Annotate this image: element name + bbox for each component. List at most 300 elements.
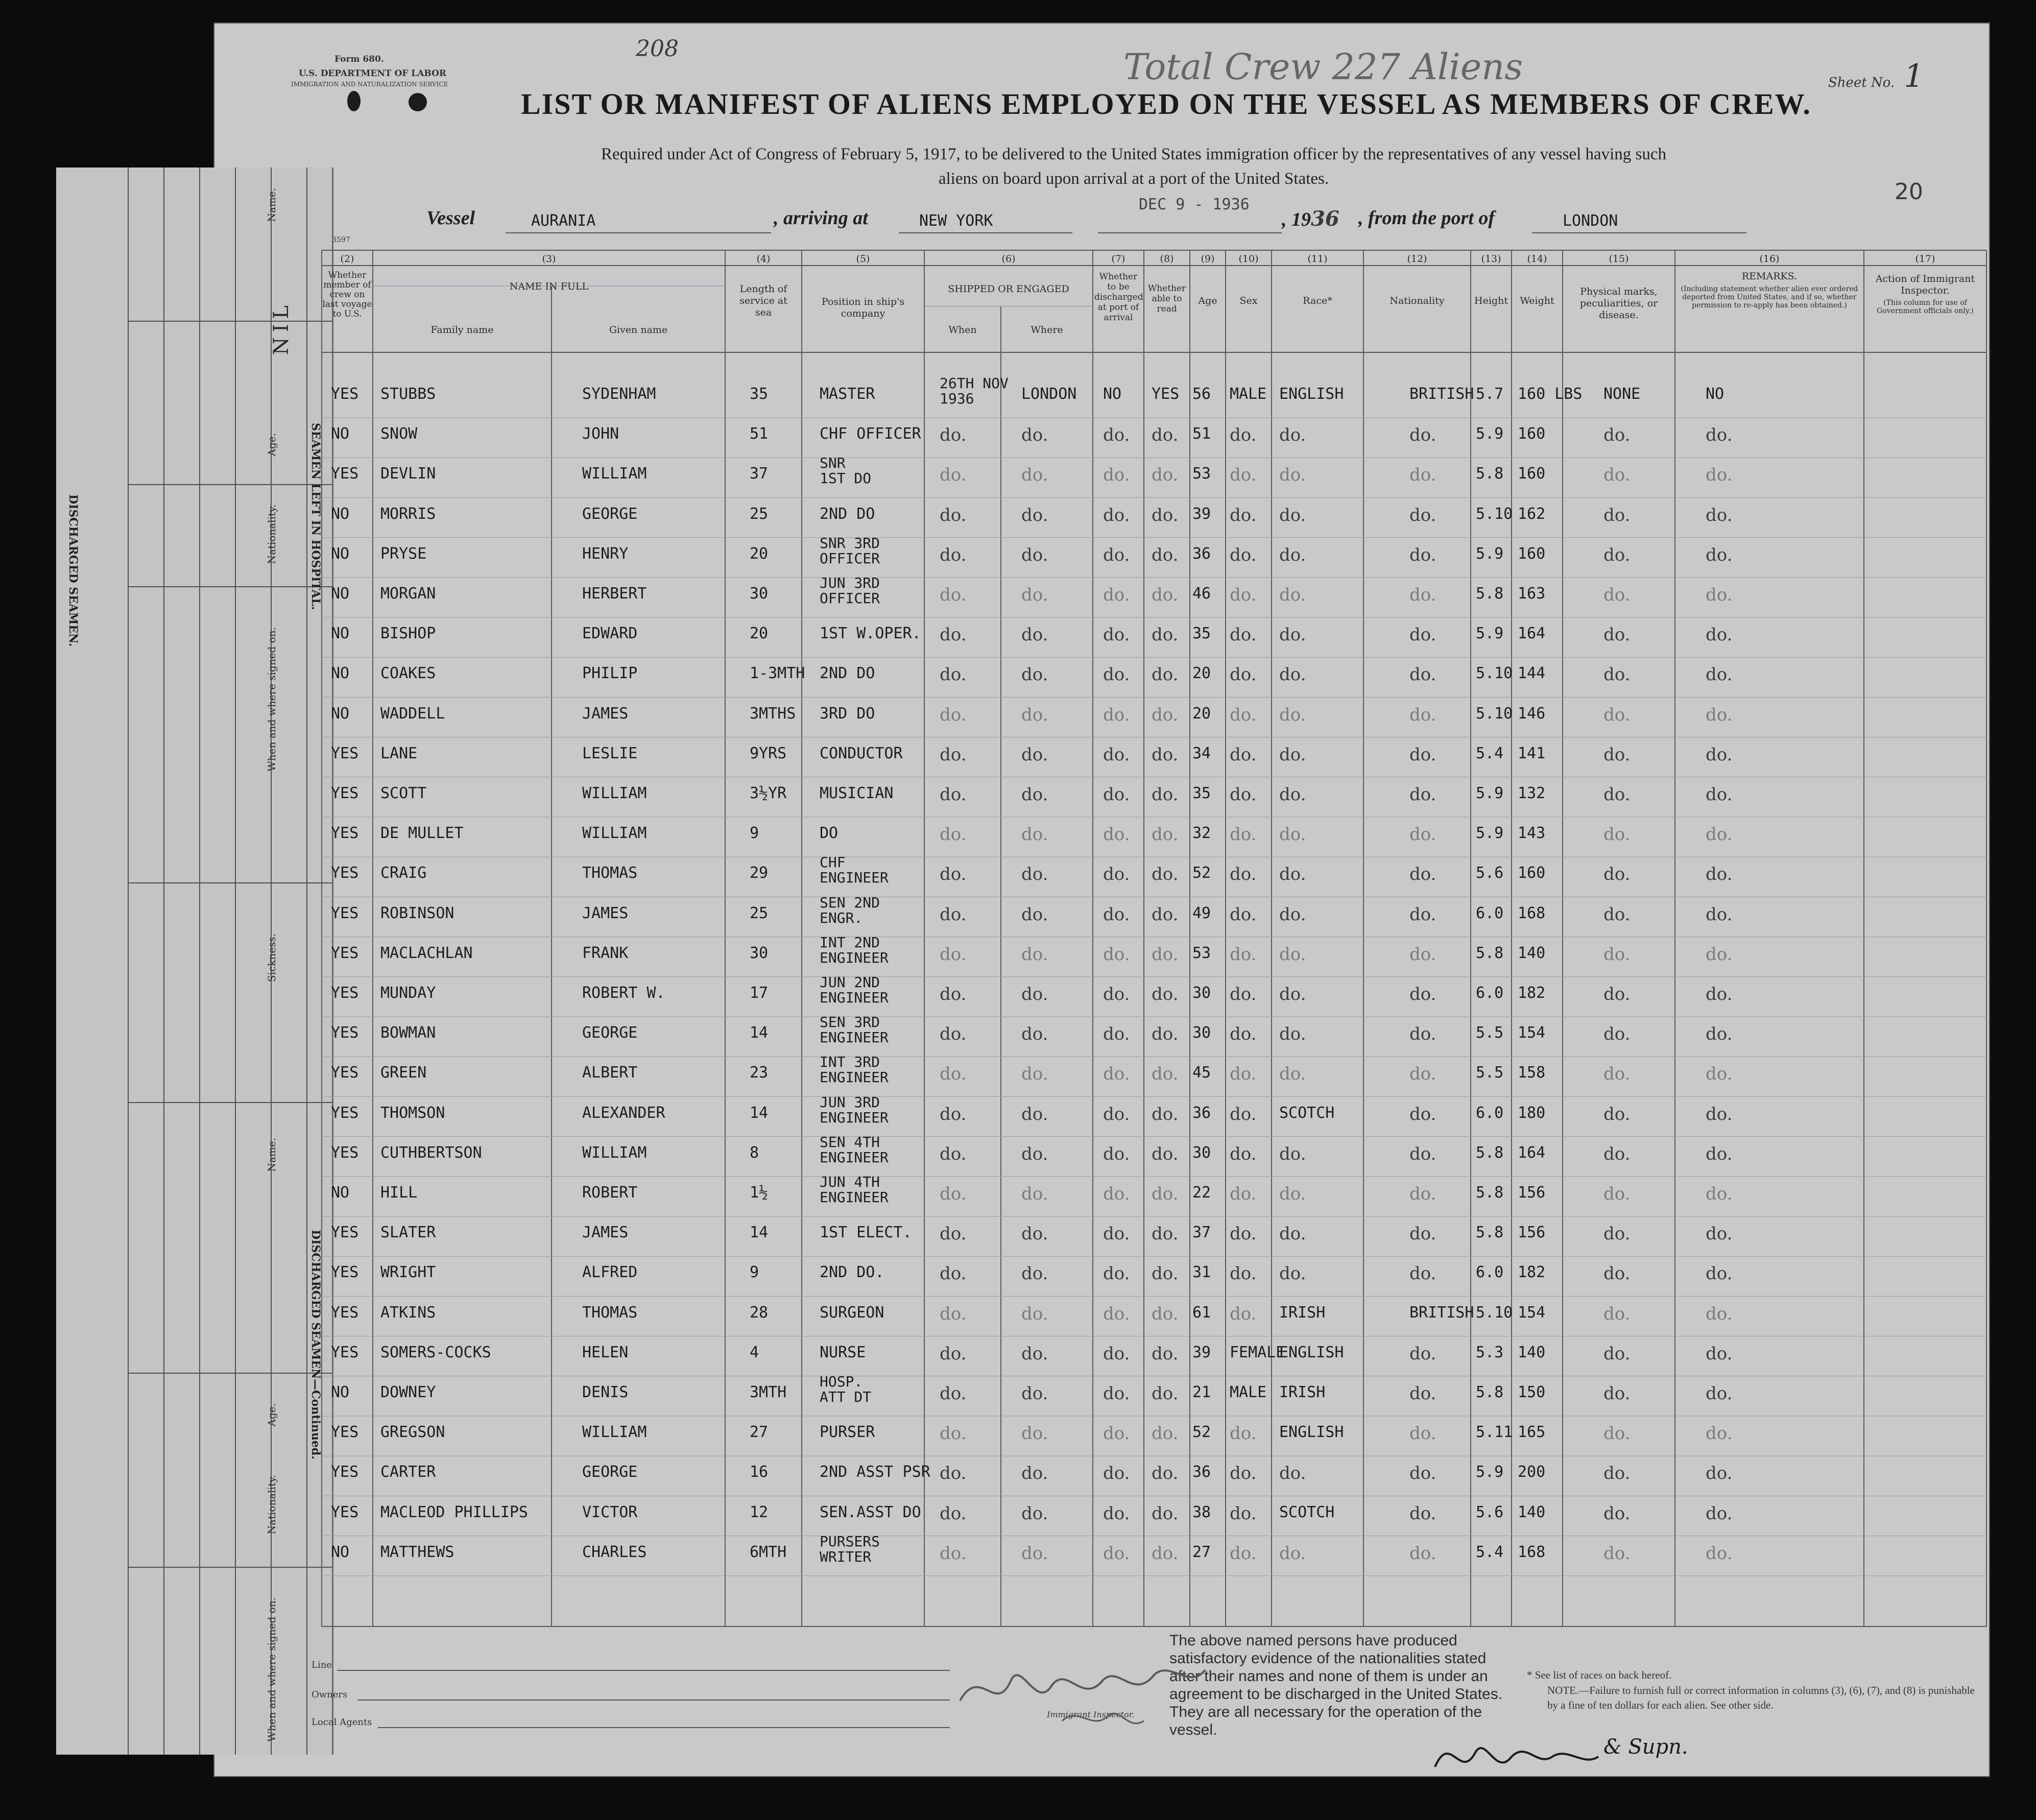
row-shipped-when: do. <box>940 784 967 805</box>
row-able-to-read: do. <box>1152 465 1179 486</box>
year-label: , 1936 <box>1282 207 1339 231</box>
row-length-of-service: 3MTH <box>750 1383 787 1401</box>
table-row <box>0 574 2036 617</box>
row-remarks: do. <box>1706 625 1733 645</box>
row-sex: do. <box>1230 904 1257 925</box>
discharged-continued-title: DISCHARGED SEAMEN—Continued. <box>309 1230 322 1459</box>
row-given-name: LESLIE <box>582 744 638 762</box>
row-age: 52 <box>1192 864 1211 882</box>
row-position: MUSICIAN <box>820 784 894 802</box>
row-height: 6.0 <box>1476 984 1504 1002</box>
row-position: DO <box>820 824 839 843</box>
row-last-voyage: NO <box>331 505 350 523</box>
row-family-name: MORRIS <box>380 505 436 523</box>
col-num-3: (3) <box>542 253 556 265</box>
row-remarks: do. <box>1706 664 1733 685</box>
header-able-to-read: Whether able to read <box>1147 283 1186 314</box>
row-physical-marks: do. <box>1603 904 1631 925</box>
row-height: 6.0 <box>1476 904 1504 922</box>
row-shipped-when: do. <box>940 1024 967 1045</box>
row-shipped-when: do. <box>940 1303 967 1324</box>
header-nationality: Nationality <box>1390 295 1445 306</box>
row-shipped-where: do. <box>1021 1104 1048 1124</box>
row-remarks: do. <box>1706 1383 1733 1404</box>
row-length-of-service: 12 <box>750 1503 769 1521</box>
row-shipped-when: do. <box>940 1104 967 1124</box>
row-shipped-where: do. <box>1021 1343 1048 1364</box>
row-family-name: CARTER <box>380 1463 436 1481</box>
row-shipped-where: do. <box>1021 1184 1048 1204</box>
row-position: JUN 4TH ENGINEER <box>820 1174 889 1206</box>
row-given-name: EDWARD <box>582 625 638 643</box>
row-shipped-when: do. <box>940 425 967 446</box>
col-num-17: (17) <box>1915 253 1935 265</box>
side-label-age: Age. <box>266 433 278 457</box>
row-race: do. <box>1279 1543 1306 1564</box>
row-length-of-service: 29 <box>750 864 769 882</box>
header-shipped-engaged: SHIPPED OR ENGAGED <box>948 283 1069 295</box>
row-last-voyage: YES <box>331 385 359 403</box>
row-shipped-where: do. <box>1021 1024 1048 1045</box>
row-able-to-read: do. <box>1152 1383 1179 1404</box>
col-num-7: (7) <box>1111 253 1125 265</box>
row-sex: do. <box>1230 1303 1257 1324</box>
row-last-voyage: NO <box>331 544 350 563</box>
row-length-of-service: 1½ <box>750 1184 769 1202</box>
row-remarks: do. <box>1706 1184 1733 1204</box>
row-able-to-read: YES <box>1152 385 1180 403</box>
inspector-signature <box>950 1644 1215 1746</box>
row-family-name: WADDELL <box>380 704 445 723</box>
table-row <box>0 974 2036 1017</box>
row-shipped-when: do. <box>940 544 967 565</box>
row-weight: 144 <box>1518 664 1546 683</box>
row-weight: 160 <box>1518 425 1546 443</box>
row-given-name: PHILIP <box>582 664 638 683</box>
row-remarks: do. <box>1706 425 1733 446</box>
row-shipped-when: do. <box>940 1064 967 1085</box>
row-length-of-service: 23 <box>750 1064 769 1082</box>
row-able-to-read: do. <box>1152 1263 1179 1284</box>
row-able-to-read: do. <box>1152 864 1179 885</box>
row-nationality: do. <box>1409 664 1436 685</box>
row-length-of-service: 20 <box>750 544 769 563</box>
row-discharged: do. <box>1103 904 1130 925</box>
row-age: 30 <box>1192 1024 1211 1042</box>
row-able-to-read: do. <box>1152 744 1179 765</box>
row-length-of-service: 25 <box>750 505 769 523</box>
arriving-port: NEW YORK <box>919 212 993 230</box>
row-shipped-where: do. <box>1021 1543 1048 1564</box>
row-physical-marks: do. <box>1603 585 1631 605</box>
row-last-voyage: YES <box>331 1303 359 1322</box>
row-last-voyage: YES <box>331 1263 359 1282</box>
row-able-to-read: do. <box>1152 1303 1179 1324</box>
row-family-name: SNOW <box>380 425 418 443</box>
row-shipped-when: do. <box>940 1503 967 1524</box>
row-sex: do. <box>1230 1104 1257 1124</box>
row-age: 53 <box>1192 944 1211 962</box>
row-weight: 140 <box>1518 1343 1546 1361</box>
row-sex: do. <box>1230 465 1257 486</box>
row-length-of-service: 51 <box>750 425 769 443</box>
row-physical-marks: do. <box>1603 784 1631 805</box>
row-given-name: ROBERT W. <box>582 984 665 1002</box>
row-length-of-service: 16 <box>750 1463 769 1481</box>
row-shipped-where: do. <box>1021 465 1048 486</box>
row-race: IRISH <box>1279 1383 1326 1401</box>
row-able-to-read: do. <box>1152 1503 1179 1524</box>
row-height: 5.5 <box>1476 1064 1504 1082</box>
row-remarks: do. <box>1706 1543 1733 1564</box>
row-length-of-service: 8 <box>750 1143 759 1162</box>
discharged-seamen-title: DISCHARGED SEAMEN. <box>66 494 80 647</box>
row-family-name: SOMERS-COCKS <box>380 1343 491 1361</box>
col-num-16: (16) <box>1759 253 1780 265</box>
row-physical-marks: do. <box>1603 1064 1631 1085</box>
row-nationality: do. <box>1409 744 1436 765</box>
row-able-to-read: do. <box>1152 505 1179 525</box>
row-sex: do. <box>1230 1503 1257 1524</box>
table-row <box>0 617 2036 657</box>
row-nationality: do. <box>1409 625 1436 645</box>
row-remarks: do. <box>1706 1503 1733 1524</box>
row-sex: do. <box>1230 944 1257 965</box>
row-sex: do. <box>1230 425 1257 446</box>
row-physical-marks: do. <box>1603 1423 1631 1444</box>
row-able-to-read: do. <box>1152 1184 1179 1204</box>
row-age: 38 <box>1192 1503 1211 1521</box>
row-discharged: do. <box>1103 1343 1130 1364</box>
row-last-voyage: YES <box>331 1104 359 1122</box>
row-discharged: do. <box>1103 1543 1130 1564</box>
vessel-name: AURANIA <box>531 212 596 230</box>
row-nationality: do. <box>1409 1184 1436 1204</box>
table-row <box>0 1256 2036 1296</box>
row-shipped-when: 26TH NOV 1936 <box>940 375 1009 407</box>
row-shipped-when: do. <box>940 1143 967 1164</box>
row-physical-marks: do. <box>1603 425 1631 446</box>
row-remarks: do. <box>1706 465 1733 486</box>
row-race: do. <box>1279 505 1306 525</box>
row-position: JUN 3RD OFFICER <box>820 574 880 607</box>
row-last-voyage: YES <box>331 824 359 843</box>
row-shipped-when: do. <box>940 1463 967 1484</box>
row-position: 2ND DO. <box>820 1263 884 1282</box>
row-physical-marks: do. <box>1603 1224 1631 1244</box>
table-row <box>0 1014 2036 1057</box>
row-position: INT 2ND ENGINEER <box>820 933 889 966</box>
row-discharged: do. <box>1103 1463 1130 1484</box>
row-remarks: do. <box>1706 505 1733 525</box>
row-length-of-service: 35 <box>750 385 769 403</box>
row-height: 6.0 <box>1476 1263 1504 1282</box>
row-height: 5.3 <box>1476 1343 1504 1361</box>
table-row <box>0 1373 2036 1416</box>
row-height: 5.9 <box>1476 544 1504 563</box>
failure-note: NOTE.—Failure to furnish full or correct information in columns (3), (6), (7), and (8) is punishable by a fine of ten dollars for each alien. See other side. <box>1547 1684 1975 1711</box>
row-position: 2ND DO <box>820 664 875 683</box>
row-physical-marks: do. <box>1603 1184 1631 1204</box>
row-family-name: STUBBS <box>380 385 436 403</box>
col-num-2: (2) <box>340 253 354 265</box>
row-last-voyage: YES <box>331 465 359 483</box>
supervisor-signature <box>1430 1721 1716 1798</box>
row-given-name: THOMAS <box>582 864 638 882</box>
line-label: Line <box>312 1660 332 1670</box>
row-family-name: DOWNEY <box>380 1383 436 1401</box>
row-family-name: MUNDAY <box>380 984 436 1002</box>
row-given-name: GEORGE <box>582 1024 638 1042</box>
row-last-voyage: NO <box>331 425 350 443</box>
row-height: 5.8 <box>1476 1224 1504 1242</box>
row-nationality: do. <box>1409 1104 1436 1124</box>
row-physical-marks: do. <box>1603 1104 1631 1124</box>
row-age: 51 <box>1192 425 1211 443</box>
row-shipped-when: do. <box>940 984 967 1004</box>
row-last-voyage: YES <box>331 784 359 802</box>
row-physical-marks: do. <box>1603 984 1631 1004</box>
nil-mark: NIL <box>270 300 293 355</box>
row-position: 1ST W.OPER. <box>820 625 921 643</box>
row-given-name: JAMES <box>582 904 629 922</box>
row-discharged: do. <box>1103 1383 1130 1404</box>
row-given-name: WILLIAM <box>582 1423 647 1442</box>
row-remarks: do. <box>1706 1024 1733 1045</box>
table-row <box>0 1456 2036 1496</box>
manifest-subtitle: Required under Act of Congress of February 5, 1917, to be delivered to the United States immigration officer by the representatives of any vessel having such aliens on board upon arrival at a port of the United States. <box>601 145 1667 188</box>
row-discharged: do. <box>1103 704 1130 725</box>
row-race: do. <box>1279 465 1306 486</box>
row-able-to-read: do. <box>1152 904 1179 925</box>
row-sex: MALE <box>1230 1383 1267 1401</box>
row-family-name: MORGAN <box>380 585 436 603</box>
row-race: do. <box>1279 1143 1306 1164</box>
row-discharged: do. <box>1103 824 1130 845</box>
row-last-voyage: YES <box>331 1024 359 1042</box>
row-given-name: JAMES <box>582 704 629 723</box>
col-num-5: (5) <box>856 253 870 265</box>
row-position: INT 3RD ENGINEER <box>820 1053 889 1086</box>
row-nationality: do. <box>1409 585 1436 605</box>
row-able-to-read: do. <box>1152 585 1179 605</box>
row-weight: 156 <box>1518 1224 1546 1242</box>
row-shipped-when: do. <box>940 904 967 925</box>
table-row <box>0 777 2036 817</box>
row-weight: 160 <box>1518 544 1546 563</box>
row-sex: do. <box>1230 505 1257 525</box>
col-num-14: (14) <box>1527 253 1547 265</box>
row-family-name: SCOTT <box>380 784 427 802</box>
row-family-name: ROBINSON <box>380 904 454 922</box>
vessel-label: Vessel <box>426 207 475 229</box>
certification-text: The above named persons have produced satisfactory evidence of the nationalities stated after their names and none of them is under an agreement to be discharged in the United States. They are all necessary for the operation of the vessel. <box>1169 1632 1503 1738</box>
row-physical-marks: NONE <box>1603 385 1641 403</box>
row-age: 46 <box>1192 585 1211 603</box>
row-remarks: do. <box>1706 704 1733 725</box>
row-weight: 154 <box>1518 1303 1546 1322</box>
row-remarks: do. <box>1706 744 1733 765</box>
row-given-name: HERBERT <box>582 585 647 603</box>
row-remarks: do. <box>1706 1303 1733 1324</box>
crew-annotation: Total Crew 227 Aliens <box>1123 46 1523 88</box>
row-shipped-where: do. <box>1021 425 1048 446</box>
row-physical-marks: do. <box>1603 664 1631 685</box>
row-sex: MALE <box>1230 385 1267 403</box>
row-family-name: BOWMAN <box>380 1024 436 1042</box>
punch-hole-mark-2 <box>409 93 427 111</box>
row-nationality: do. <box>1409 1343 1436 1364</box>
table-row <box>0 817 2036 857</box>
row-weight: 160 <box>1518 465 1546 483</box>
row-length-of-service: 1-3MTH <box>750 664 805 683</box>
row-last-voyage: YES <box>331 1503 359 1521</box>
row-remarks: do. <box>1706 1224 1733 1244</box>
row-position: SEN 2ND ENGR. <box>820 894 880 926</box>
row-height: 5.9 <box>1476 425 1504 443</box>
row-remarks: do. <box>1706 544 1733 565</box>
row-sex: do. <box>1230 1463 1257 1484</box>
row-shipped-when: do. <box>940 1343 967 1364</box>
row-length-of-service: 25 <box>750 904 769 922</box>
row-age: 36 <box>1192 1463 1211 1481</box>
header-length-of-service: Length of service at sea <box>739 283 787 318</box>
row-position: SEN 4TH ENGINEER <box>820 1133 889 1166</box>
row-discharged: do. <box>1103 864 1130 885</box>
row-sex: FEMALE <box>1230 1343 1285 1361</box>
row-position: 1ST ELECT. <box>820 1224 912 1242</box>
row-able-to-read: do. <box>1152 984 1179 1004</box>
row-physical-marks: do. <box>1603 505 1631 525</box>
row-family-name: WRIGHT <box>380 1263 436 1282</box>
row-able-to-read: do. <box>1152 1423 1179 1444</box>
row-race: ENGLISH <box>1279 1423 1344 1442</box>
row-given-name: HELEN <box>582 1343 629 1361</box>
row-last-voyage: NO <box>331 664 350 683</box>
row-race: ENGLISH <box>1279 1343 1344 1361</box>
row-position: PURSERS WRITER <box>820 1532 880 1565</box>
row-length-of-service: 37 <box>750 465 769 483</box>
row-race: do. <box>1279 1064 1306 1085</box>
row-age: 36 <box>1192 1104 1211 1122</box>
row-physical-marks: do. <box>1603 1543 1631 1564</box>
row-last-voyage: NO <box>331 704 350 723</box>
row-length-of-service: 4 <box>750 1343 759 1361</box>
row-last-voyage: YES <box>331 1423 359 1442</box>
row-weight: 158 <box>1518 1064 1546 1082</box>
row-shipped-where: do. <box>1021 1463 1048 1484</box>
row-physical-marks: do. <box>1603 544 1631 565</box>
row-remarks: do. <box>1706 585 1733 605</box>
row-family-name: DE MULLET <box>380 824 464 843</box>
row-shipped-where: do. <box>1021 904 1048 925</box>
row-last-voyage: YES <box>331 1143 359 1162</box>
row-position: 2ND DO <box>820 505 875 523</box>
row-discharged: do. <box>1103 784 1130 805</box>
row-given-name: WILLIAM <box>582 465 647 483</box>
row-age: 32 <box>1192 824 1211 843</box>
agents-label: Local Agents <box>312 1717 372 1728</box>
row-sex: do. <box>1230 1064 1257 1085</box>
row-family-name: THOMSON <box>380 1104 445 1122</box>
row-sex: do. <box>1230 544 1257 565</box>
row-able-to-read: do. <box>1152 824 1179 845</box>
row-given-name: HENRY <box>582 544 629 563</box>
row-last-voyage: YES <box>331 1343 359 1361</box>
row-position: JUN 3RD ENGINEER <box>820 1093 889 1126</box>
header-race: Race* <box>1303 295 1332 306</box>
col-num-8: (8) <box>1160 253 1174 265</box>
row-last-voyage: NO <box>331 625 350 643</box>
side-label-sickness: Sickness. <box>266 933 278 983</box>
row-age: 20 <box>1192 704 1211 723</box>
row-length-of-service: 3MTHS <box>750 704 796 723</box>
table-row <box>0 1053 2036 1096</box>
row-last-voyage: NO <box>331 585 350 603</box>
row-age: 27 <box>1192 1543 1211 1561</box>
row-height: 5.8 <box>1476 1383 1504 1401</box>
row-weight: 156 <box>1518 1184 1546 1202</box>
header-age: Age <box>1198 295 1217 306</box>
row-given-name: THOMAS <box>582 1303 638 1322</box>
header-shipped-when: When <box>948 324 977 336</box>
row-race: SCOTCH <box>1279 1104 1335 1122</box>
row-sex: do. <box>1230 744 1257 765</box>
page-number: 20 <box>1895 179 1923 205</box>
row-sex: do. <box>1230 1224 1257 1244</box>
row-sex: do. <box>1230 585 1257 605</box>
row-age: 45 <box>1192 1064 1211 1082</box>
row-family-name: ATKINS <box>380 1303 436 1322</box>
col-num-15: (15) <box>1609 253 1629 265</box>
row-last-voyage: YES <box>331 904 359 922</box>
row-shipped-where: do. <box>1021 585 1048 605</box>
row-given-name: FRANK <box>582 944 629 962</box>
row-given-name: ALFRED <box>582 1263 638 1282</box>
races-footnote: * See list of races on back hereof. <box>1527 1669 1672 1681</box>
row-race: do. <box>1279 585 1306 605</box>
row-age: 37 <box>1192 1224 1211 1242</box>
row-shipped-where: LONDON <box>1021 385 1077 403</box>
row-position: CHF ENGINEER <box>820 854 889 887</box>
row-shipped-where: do. <box>1021 1143 1048 1164</box>
row-sex: do. <box>1230 984 1257 1004</box>
col-num-10: (10) <box>1238 253 1259 265</box>
arriving-label: , arriving at <box>774 207 868 229</box>
row-height: 5.6 <box>1476 1503 1504 1521</box>
row-shipped-where: do. <box>1021 664 1048 685</box>
row-length-of-service: 28 <box>750 1303 769 1322</box>
row-length-of-service: 9YRS <box>750 744 787 762</box>
header-family-name: Family name <box>430 324 494 336</box>
row-able-to-read: do. <box>1152 425 1179 446</box>
row-family-name: DEVLIN <box>380 465 436 483</box>
row-age: 61 <box>1192 1303 1211 1322</box>
row-shipped-where: do. <box>1021 1503 1048 1524</box>
row-nationality: do. <box>1409 824 1436 845</box>
row-shipped-when: do. <box>940 664 967 685</box>
row-discharged: NO <box>1103 385 1122 403</box>
row-sex: do. <box>1230 864 1257 885</box>
row-shipped-when: do. <box>940 944 967 965</box>
department: U.S. DEPARTMENT OF LABOR <box>299 68 447 79</box>
row-last-voyage: YES <box>331 1463 359 1481</box>
row-nationality: do. <box>1409 984 1436 1004</box>
row-race: IRISH <box>1279 1303 1326 1322</box>
row-race: do. <box>1279 625 1306 645</box>
row-family-name: GREGSON <box>380 1423 445 1442</box>
row-given-name: GEORGE <box>582 505 638 523</box>
